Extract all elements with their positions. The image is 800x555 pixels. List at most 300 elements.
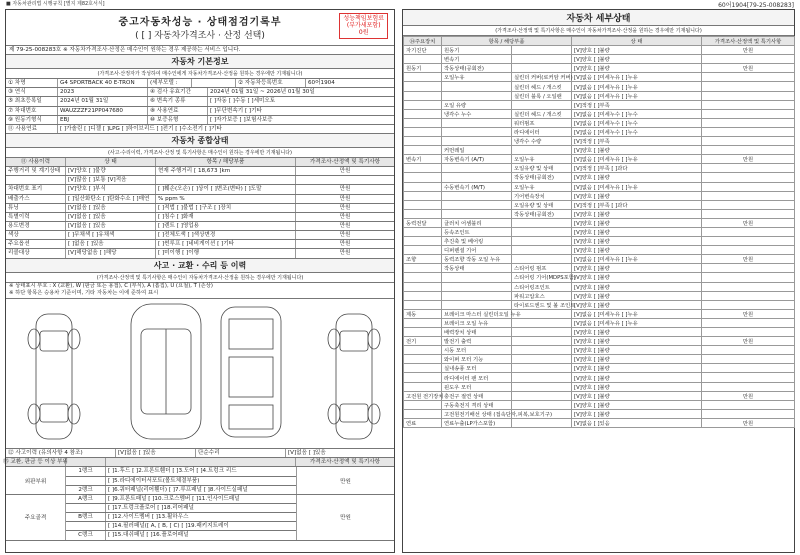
detail-row	[404, 309, 795, 318]
detail-device	[404, 127, 442, 136]
detail-row	[404, 173, 795, 182]
rank-row	[66, 531, 296, 539]
detail-device	[404, 273, 442, 282]
overall-cell	[296, 176, 394, 184]
detail-item	[442, 300, 512, 309]
detail-device: 제동	[404, 309, 442, 318]
detail-row	[404, 218, 795, 227]
detail-price	[702, 373, 795, 382]
detail-price	[702, 364, 795, 373]
detail-col-head: 항목 / 해당부품	[442, 37, 572, 46]
insurance-stamp	[339, 13, 388, 39]
detail-part: 스티어링조인트	[512, 282, 572, 291]
basic-cell: (세부모델 :	[148, 79, 192, 87]
basic-cell: [ ]자가보증 [ ]보험사보증	[210, 116, 273, 123]
group-name: 주요골격	[6, 495, 66, 540]
detail-part	[512, 46, 572, 55]
detail-row	[404, 237, 795, 246]
basic-row	[6, 88, 394, 97]
rank-row	[66, 486, 296, 494]
detail-status: [V]없음 [ ]미세누유 [ ]누유	[572, 91, 702, 100]
detail-status: [V]양호 [ ]불량	[572, 300, 702, 309]
grid-head-cell: ⑬ 교환, 판금 등 이상 부위	[3, 459, 68, 466]
basic-cell: EBJ	[58, 116, 148, 124]
detail-status: [V]양호 [ ]불량	[572, 46, 702, 55]
car-diagram	[6, 299, 394, 449]
accident-group	[6, 467, 394, 494]
detail-col-head: ⑭주요장치	[404, 37, 442, 46]
detail-price	[702, 291, 795, 300]
detail-item: 동력조향 작동 오일 누유	[442, 255, 512, 264]
detail-item: 충전구 절연 상태	[442, 391, 512, 400]
detail-price: 만원	[702, 337, 795, 346]
basic-cell: WAUZZZF21PP047680	[58, 107, 148, 115]
detail-row	[404, 82, 795, 91]
detail-device	[404, 109, 442, 118]
detail-row	[404, 73, 795, 82]
detail-row	[404, 337, 795, 346]
detail-part	[512, 255, 572, 264]
detail-device	[404, 373, 442, 382]
detail-item: 작동상태(공회전)	[442, 64, 512, 73]
car-diagram-svg	[6, 299, 394, 449]
basic-cell: ② 자동차등록번호	[236, 79, 306, 87]
overall-cell: 만원	[339, 204, 351, 211]
detail-status: [V]양호 [ ]불량	[572, 282, 702, 291]
overall-cell: [V]양호 [ ]부식	[66, 185, 156, 193]
basic-cell: ③ 연식	[6, 88, 58, 96]
detail-item: 라디에이터 팬 모터	[442, 373, 512, 382]
detail-status: [V]양호 [ ]불량	[572, 264, 702, 273]
detail-part	[512, 227, 572, 236]
grid-head-cell: 가격조사·산정액 및 특기사항	[309, 459, 381, 466]
detail-part: 오일유량 및 상태	[512, 200, 572, 209]
overall-cell: 리콜대상	[6, 249, 66, 257]
detail-item	[442, 282, 512, 291]
detail-item: 실내송풍 모터	[442, 364, 512, 373]
detail-row	[404, 146, 795, 155]
detail-row	[404, 118, 795, 127]
detail-item: 구동축전지 격리 상태	[442, 400, 512, 409]
detail-status: [V]양호 [ ]불량	[572, 55, 702, 64]
detail-row	[404, 355, 795, 364]
rank-label	[66, 522, 106, 530]
detail-part: 스티어링 펌프	[512, 264, 572, 273]
detail-item: 냉각수 누수	[442, 109, 512, 118]
form-reference: ■ 자동차관리법 시행규칙 [별지 제82호서식]	[6, 1, 105, 7]
detail-part	[512, 418, 572, 427]
basic-cell: ⑧ 사용연료	[148, 107, 208, 115]
page-subtitle: ( [ ] 자동차가격조사 · 산정 선택)	[135, 31, 265, 41]
overall-cell: 색상	[6, 231, 66, 239]
record-notice: 제 79-25-008283호 ※ 자동차가격조사·산정은 매수인이 원하는 경우 제공하는 서비스 입니다.	[6, 46, 394, 55]
detail-device: 변속기	[404, 155, 442, 164]
detail-price	[702, 118, 795, 127]
overall-cell: % ppm %	[156, 195, 296, 203]
group-ranks	[66, 467, 296, 493]
detail-status: [V]없음 [ ]미세누유 [ ]누유	[572, 318, 702, 327]
overall-cell: [ ]썬루프 [ ]네비게이션 [ ]기타	[156, 240, 296, 248]
detail-item: 와이퍼 모터 기능	[442, 355, 512, 364]
detail-item: 연료누출(LP가스포함)	[442, 418, 512, 427]
overall-row	[6, 167, 394, 176]
detail-row	[404, 273, 795, 282]
detail-price	[702, 191, 795, 200]
detail-row	[404, 46, 795, 55]
rank-label: A랭크	[66, 495, 106, 503]
detail-item: 클러치 어셈블리	[442, 218, 512, 227]
overall-cell: 차대번호 표기	[6, 185, 66, 193]
detail-item	[442, 273, 512, 282]
overall-cell: 만원	[339, 250, 351, 257]
detail-part: 워터펌프	[512, 118, 572, 127]
detail-status: [V]양호 [ ]불량	[572, 400, 702, 409]
detail-part: 냉각수 수량	[512, 137, 572, 146]
detail-price	[702, 100, 795, 109]
detail-row	[404, 137, 795, 146]
overall-col-head: ⑪ 사용이력	[6, 158, 66, 166]
detail-status: [V]적정 [ ]부족	[572, 100, 702, 109]
detail-price	[702, 400, 795, 409]
fuel-row	[6, 125, 394, 134]
detail-status: [V]양호 [ ]불량	[572, 382, 702, 391]
basic-row	[6, 97, 394, 106]
basic-cell: ⑤ 최초등록일	[6, 97, 58, 105]
detail-price	[702, 127, 795, 136]
rank-row	[66, 504, 296, 513]
detail-device	[404, 100, 442, 109]
detail-price: 만원	[702, 64, 795, 73]
detail-row	[404, 391, 795, 400]
legend-line-1: ※ 상태표시 부호 : X (교환), W (판금 또는 용접), C (부식), A (흠집), U (요철), T (손상)	[9, 282, 213, 289]
group-price: 만원	[296, 467, 394, 493]
detail-status: [V]없음 [ ]미세누유 [ ]누유	[572, 255, 702, 264]
rank-items: [ ]17.트렁크플로어 [ ]18.리어패널	[108, 505, 194, 511]
detail-item: 작동상태	[442, 264, 512, 273]
detail-col-head: 상 태	[572, 37, 702, 46]
detail-item	[442, 118, 512, 127]
detail-part	[512, 246, 572, 255]
detail-price: 만원	[702, 391, 795, 400]
basic-cell: [ ]무단변속기 [ ]기타	[210, 107, 262, 114]
detail-item: 추진축 및 베어링	[442, 237, 512, 246]
rank-label: C랭크	[66, 531, 106, 539]
detail-price	[702, 82, 795, 91]
detail-price	[702, 355, 795, 364]
detail-price	[702, 137, 795, 146]
left-header	[6, 10, 394, 46]
overall-cell: 튜닝	[6, 204, 66, 212]
detail-status: [V]적정 [ ]부족	[572, 137, 702, 146]
detail-device	[404, 200, 442, 209]
detail-part	[512, 337, 572, 346]
detail-item: 자동변속기 (A/T)	[442, 155, 512, 164]
overall-row	[6, 204, 394, 213]
detail-price	[702, 173, 795, 182]
overall-title: 자동차 종합상태	[6, 134, 394, 148]
basic-cell: ① 차명	[6, 79, 58, 87]
detail-title: 자동차 세부상태	[403, 10, 794, 26]
detail-status: [V]양호 [ ]불량	[572, 218, 702, 227]
detail-price: 만원	[702, 255, 795, 264]
detail-status: [V]양호 [ ]불량	[572, 391, 702, 400]
detail-price: 만원	[702, 155, 795, 164]
accident-summary-cell: ⑫ 사고이력 (유의사항 4 참조)	[6, 449, 116, 457]
detail-device	[404, 73, 442, 82]
detail-row	[404, 418, 795, 427]
overall-cell: [ ]침수 [ ]화재	[156, 213, 296, 221]
overall-cell: 만원	[339, 241, 351, 248]
basic-cell: ④ 검사 유효기간	[148, 88, 208, 96]
detail-price	[702, 146, 795, 155]
detail-row	[404, 400, 795, 409]
detail-part: 실린더 블록 / 오일팬	[512, 91, 572, 100]
accident-summary-row	[6, 449, 394, 458]
detail-price	[702, 200, 795, 209]
overall-row	[6, 213, 394, 222]
detail-device	[404, 246, 442, 255]
overall-sub: (사고·수리이력, 가격조사·산정 및 특기사항은 매수인이 원하는 경우에만 기재됩니다)	[6, 148, 394, 158]
detail-item	[442, 82, 512, 91]
detail-device: 동력전달	[404, 218, 442, 227]
accident-summary-cell: 단순수리	[196, 449, 286, 457]
accident-group	[6, 495, 394, 541]
detail-status: [V]양호 [ ]불량	[572, 409, 702, 418]
detail-device	[404, 118, 442, 127]
detail-row	[404, 155, 795, 164]
detail-row	[404, 64, 795, 73]
overall-cell: [ ]무채색 [ ]유채색	[66, 231, 156, 239]
overall-row	[6, 222, 394, 231]
detail-device	[404, 146, 442, 155]
basic-cell: ⑨ 원동기형식	[6, 116, 58, 124]
rank-items: [ ]5.라디에이터서포트(볼트체결부품)	[108, 477, 200, 484]
detail-price: 만원	[702, 218, 795, 227]
detail-device	[404, 191, 442, 200]
overall-cell: 만원	[339, 168, 351, 175]
rank-items: [ ]15.대쉬패널 [ ]16.플로어패널	[108, 532, 189, 539]
detail-row	[404, 109, 795, 118]
overall-cell: [ ]일산화탄소 [ ]탄화수소 [ ]매연	[66, 195, 156, 203]
overall-row	[6, 240, 394, 249]
detail-row	[404, 346, 795, 355]
detail-status: [V]양호 [ ]불량	[572, 337, 702, 346]
detail-item: 브레이크 오일 누유	[442, 318, 512, 327]
detail-part: 타이로드엔드 및 볼 조인트	[512, 300, 572, 309]
basic-cell: ⑦ 차대번호	[6, 107, 58, 115]
detail-part: 실린더 헤드 / 개스킷	[512, 82, 572, 91]
accident-summary-cell: [V]없음 [ ]있음	[288, 450, 326, 457]
basic-cell: 60어1904	[308, 80, 335, 87]
detail-device: 연료	[404, 418, 442, 427]
detail-device	[404, 82, 442, 91]
detail-part: 오일유량 및 상태	[512, 164, 572, 173]
detail-status: [V]양호 [ ]불량	[572, 191, 702, 200]
overall-cell: [V]해당없음 [ ]해당	[66, 249, 156, 257]
detail-item	[442, 209, 512, 218]
detail-row	[404, 209, 795, 218]
detail-item: 변속기	[442, 55, 512, 64]
detail-part	[512, 355, 572, 364]
detail-item: 디퍼렌셜 기어	[442, 246, 512, 255]
detail-item: 오일 유량	[442, 100, 512, 109]
detail-status: [V]없음 [ ]미세누유 [ ]누유	[572, 73, 702, 82]
detail-item	[442, 91, 512, 100]
accident-groups	[6, 467, 394, 540]
detail-row	[404, 282, 795, 291]
detail-part: 작동상태(공회전)	[512, 209, 572, 218]
basic-cell: 2024년 01월 31일 ~ 2026년 01월 30일	[210, 89, 315, 96]
rank-label	[66, 477, 106, 485]
detail-row	[404, 291, 795, 300]
car-side-right	[328, 314, 380, 439]
detail-status: [V]양호 [ ]불량	[572, 355, 702, 364]
detail-part: 스티어링 기어(MDPS포함)	[512, 273, 572, 282]
detail-part: 기어변속장치	[512, 191, 572, 200]
overall-cell: 만원	[339, 232, 351, 239]
detail-device	[404, 318, 442, 327]
basic-cell: 2023	[58, 88, 148, 96]
rank-items: [ ]6.쿼터패널(리어휀더) [ ]7.루프패널 [ ]8.사이드실패널	[108, 486, 248, 493]
detail-col-head: 가격조사·산정액 및 특기사항	[702, 37, 795, 46]
overall-cell: 현재 주행거리 [ 18,673 ]km	[156, 167, 296, 175]
detail-price	[702, 328, 795, 337]
basic-info-sub: (가격조사·산정자가 작성하여 매수인에게 자동차가격조사·산정을 원하는 경우에만 기재됩니다)	[6, 69, 394, 79]
detail-status: [V]양호 [ ]불량	[572, 146, 702, 155]
rank-row	[66, 495, 296, 504]
detail-item: 브레이크 마스터 실린더오일 누유	[442, 309, 512, 318]
basic-cell: [ ]자동 [ ]수동 [ ]세미오토	[210, 98, 276, 105]
detail-part	[512, 391, 572, 400]
rank-items: [ ]9.프론트패널 [ ]10.크로스멤버 [ ]11.인사이드패널	[108, 495, 240, 502]
basic-info-title: 자동차 기본정보	[6, 55, 394, 69]
detail-row	[404, 373, 795, 382]
detail-row	[404, 300, 795, 309]
detail-row	[404, 328, 795, 337]
overall-cell: [V]많음 [ ]보통 [V]적음	[66, 176, 156, 184]
detail-device	[404, 237, 442, 246]
overall-cell: [V]없음 [ ]있음	[66, 213, 156, 221]
detail-table	[403, 36, 795, 428]
stamp-text: 성능책임보험료 (부가세포함)	[343, 15, 384, 30]
basic-info-table	[6, 79, 394, 134]
overall-cell: [ ]렌트 [ ]영업용	[156, 222, 296, 230]
group-ranks	[66, 495, 296, 540]
detail-part: 실린더 커버(로커암 커버)	[512, 73, 572, 82]
overall-cell: 특별이력	[6, 213, 66, 221]
detail-row	[404, 100, 795, 109]
overall-row	[6, 249, 394, 258]
detail-row	[404, 364, 795, 373]
overall-cell: [V]없음 [ ]있음	[66, 222, 156, 230]
detail-price	[702, 91, 795, 100]
grid-head-cell	[106, 458, 296, 466]
detail-row	[404, 382, 795, 391]
detail-row	[404, 191, 795, 200]
overall-cell: [V]양호 [ ]불량	[66, 167, 156, 175]
detail-item	[442, 164, 512, 173]
car-frame-view	[221, 307, 281, 437]
basic-row	[6, 79, 394, 88]
grid-head-cell	[66, 458, 106, 466]
detail-part	[512, 328, 572, 337]
detail-table-header	[404, 37, 795, 46]
detail-part: 실린더 헤드 / 개스킷	[512, 109, 572, 118]
detail-status: [V]양호 [ ]불량	[572, 227, 702, 236]
detail-part	[512, 218, 572, 227]
rank-row	[66, 513, 296, 522]
detail-part	[512, 64, 572, 73]
group-name: 외판부위	[6, 467, 66, 493]
detail-item: 커먼레일	[442, 146, 512, 155]
detail-row	[404, 164, 795, 173]
detail-part: 오일누유	[512, 155, 572, 164]
detail-row	[404, 55, 795, 64]
detail-item: 배력장치 상태	[442, 328, 512, 337]
basic-cell: 2024년 01월 31일	[58, 97, 148, 105]
basic-cell: G4 SPORTBACK 40 E-TRON	[58, 79, 148, 87]
detail-price	[702, 318, 795, 327]
overall-row	[6, 176, 394, 185]
detail-price: 만원	[702, 418, 795, 427]
detail-row	[404, 409, 795, 418]
overall-cell: 배출가스	[6, 195, 66, 203]
overall-cell: [ ]미이행 [ ]이행	[156, 249, 296, 257]
detail-part: 작동상태(공회전)	[512, 173, 572, 182]
detail-row	[404, 182, 795, 191]
detail-device	[404, 328, 442, 337]
detail-price	[702, 55, 795, 64]
basic-row	[6, 107, 394, 116]
detail-price	[702, 73, 795, 82]
detail-price	[702, 264, 795, 273]
detail-item	[442, 291, 512, 300]
rank-row	[66, 467, 296, 476]
overall-col-head: 가격조사·산정액 및 특기사항	[309, 158, 381, 165]
overall-cell	[156, 176, 296, 184]
detail-price	[702, 300, 795, 309]
accident-summary-cell: [V]없음 [ ]있음	[116, 449, 196, 457]
detail-row	[404, 255, 795, 264]
detail-device: 원동기	[404, 64, 442, 73]
detail-device	[404, 355, 442, 364]
detail-part	[512, 382, 572, 391]
detail-device	[404, 264, 442, 273]
detail-status: [V]양호 [ ]불량	[572, 237, 702, 246]
detail-part: 라디에이터	[512, 127, 572, 136]
overall-cell: 주행거리 및 계기상태	[6, 167, 66, 175]
detail-row	[404, 127, 795, 136]
detail-device	[404, 55, 442, 64]
detail-price	[702, 164, 795, 173]
detail-price	[702, 237, 795, 246]
overall-col-head: 항목 / 해당부품	[156, 158, 296, 166]
detail-status: [V]없음 [ ]미세누수 [ ]누수	[572, 109, 702, 118]
detail-part	[512, 346, 572, 355]
detail-device: 자기진단	[404, 46, 442, 55]
detail-status: [V]양호 [ ]불량	[572, 373, 702, 382]
rank-label	[66, 504, 106, 512]
rank-label: 1랭크	[66, 467, 106, 475]
detail-device	[404, 209, 442, 218]
detail-status: [V]양호 [ ]불량	[572, 291, 702, 300]
detail-part: 파워고압호스	[512, 291, 572, 300]
page-title: 중고자동차성능 · 상태점검기록부	[118, 17, 282, 28]
rank-row	[66, 477, 296, 486]
detail-item: 발전기 출력	[442, 337, 512, 346]
overall-col-head: 상 태	[66, 158, 156, 166]
car-side-left	[28, 314, 80, 439]
